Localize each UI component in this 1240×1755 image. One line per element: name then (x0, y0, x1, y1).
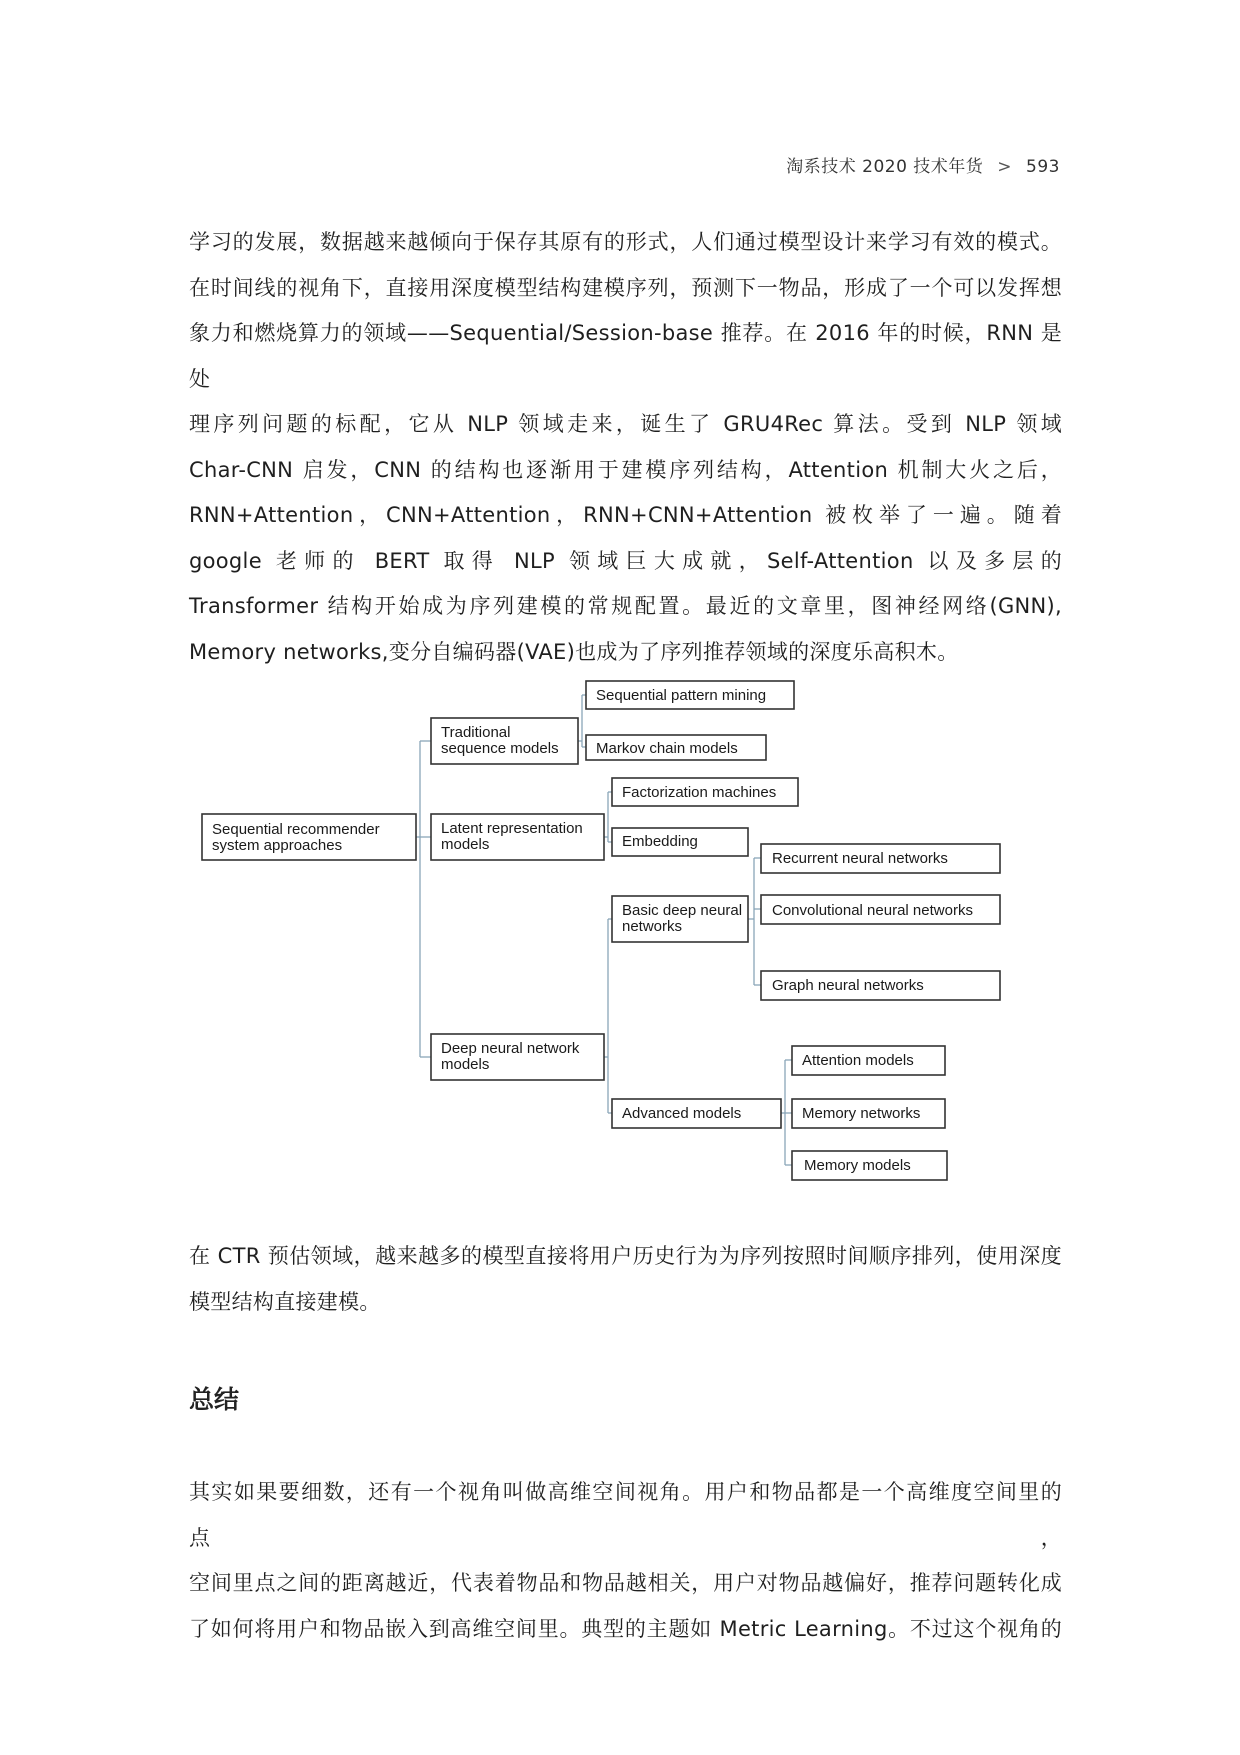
section-title: 总结 (189, 1385, 240, 1414)
text-line: 空间里点之间的距离越近，代表着物品和物品越相关，用户对物品越偏好，推荐问题转化成 (189, 1571, 1062, 1595)
text-line: 象力和燃烧算力的领域——Sequential/Session-base 推荐。在 2016 年的时候，RNN 是处 (189, 321, 1062, 391)
text-line: Transformer 结构开始成为序列建模的常规配置。最近的文章里，图神经网络(GNN), (189, 594, 1062, 618)
label-advanced: Advanced models (622, 1105, 742, 1122)
paragraph-sequential-recommendation (189, 220, 1062, 675)
text-line: Char-CNN 启发，CNN 的结构也逐渐用于建模序列结构，Attention 机制大火之后， (189, 457, 1062, 482)
text-line: RNN+Attention，CNN+Attention，RNN+CNN+Attention 被枚举了一遍。随着 (189, 503, 1062, 527)
line: Deep neural network (441, 1040, 580, 1057)
line: networks (622, 918, 683, 935)
text-line: 在 CTR 预估领域，越来越多的模型直接将用户历史行为为序列按照时间顺序排列，使用深度 (189, 1244, 1062, 1268)
text-line: 其实如果要细数，还有一个视角叫做高维空间视角。用户和物品都是一个高维度空间里的点， (189, 1480, 1062, 1550)
page-number: 593 (1026, 157, 1060, 177)
line: models (441, 836, 490, 853)
line: system approaches (212, 837, 343, 854)
paragraph-ctr (189, 1234, 1062, 1325)
text-line: google 老师的 BERT 取得 NLP 领域巨大成就，Self-Attention 以及多层的 (189, 548, 1062, 573)
line: sequence models (441, 740, 559, 757)
text-line: 了如何将用户和物品嵌入到高维空间里。典型的主题如 Metric Learning。不过这个视角的 (189, 1616, 1062, 1641)
text-line: 学习的发展，数据越来越倾向于保存其原有的形式，人们通过模型设计来学习有效的模式。 (189, 230, 1062, 254)
label-rnn: Recurrent neural networks (772, 850, 948, 867)
label-seq-pattern: Sequential pattern mining (596, 687, 767, 704)
label-cnn: Convolutional neural networks (772, 902, 973, 919)
line: Basic deep neural (622, 902, 743, 919)
label-attention: Attention models (802, 1052, 914, 1069)
label-fm: Factorization machines (622, 784, 777, 801)
text-line: 理序列问题的标配，它从 NLP 领域走来，诞生了 GRU4Rec 算法。受到 NLP 领域 (189, 412, 1062, 436)
header-separator: > (997, 157, 1013, 177)
taxonomy-diagram (200, 675, 1040, 1185)
label-memory-models: Memory models (804, 1157, 911, 1174)
label-embedding: Embedding (622, 833, 698, 850)
paragraph-summary (189, 1470, 1062, 1652)
label-memory-networks: Memory networks (802, 1105, 921, 1122)
line: Sequential recommender (212, 821, 380, 838)
running-header (786, 152, 1060, 177)
line: models (441, 1056, 490, 1073)
taxonomy-tree (200, 675, 1040, 1185)
text-line: 在时间线的视角下，直接用深度模型结构建模序列，预测下一物品，形成了一个可以发挥想 (189, 275, 1062, 300)
text-line: Memory networks,变分自编码器(VAE)也成为了序列推荐领域的深度乐高积木。 (189, 639, 959, 664)
line: Latent representation (441, 820, 583, 837)
line: Traditional (441, 724, 511, 741)
book-title: 淘系技术 2020 技术年货 (786, 157, 984, 177)
label-gnn: Graph neural networks (772, 977, 924, 994)
label-markov: Markov chain models (596, 740, 738, 757)
text-line: 模型结构直接建模。 (189, 1289, 381, 1314)
